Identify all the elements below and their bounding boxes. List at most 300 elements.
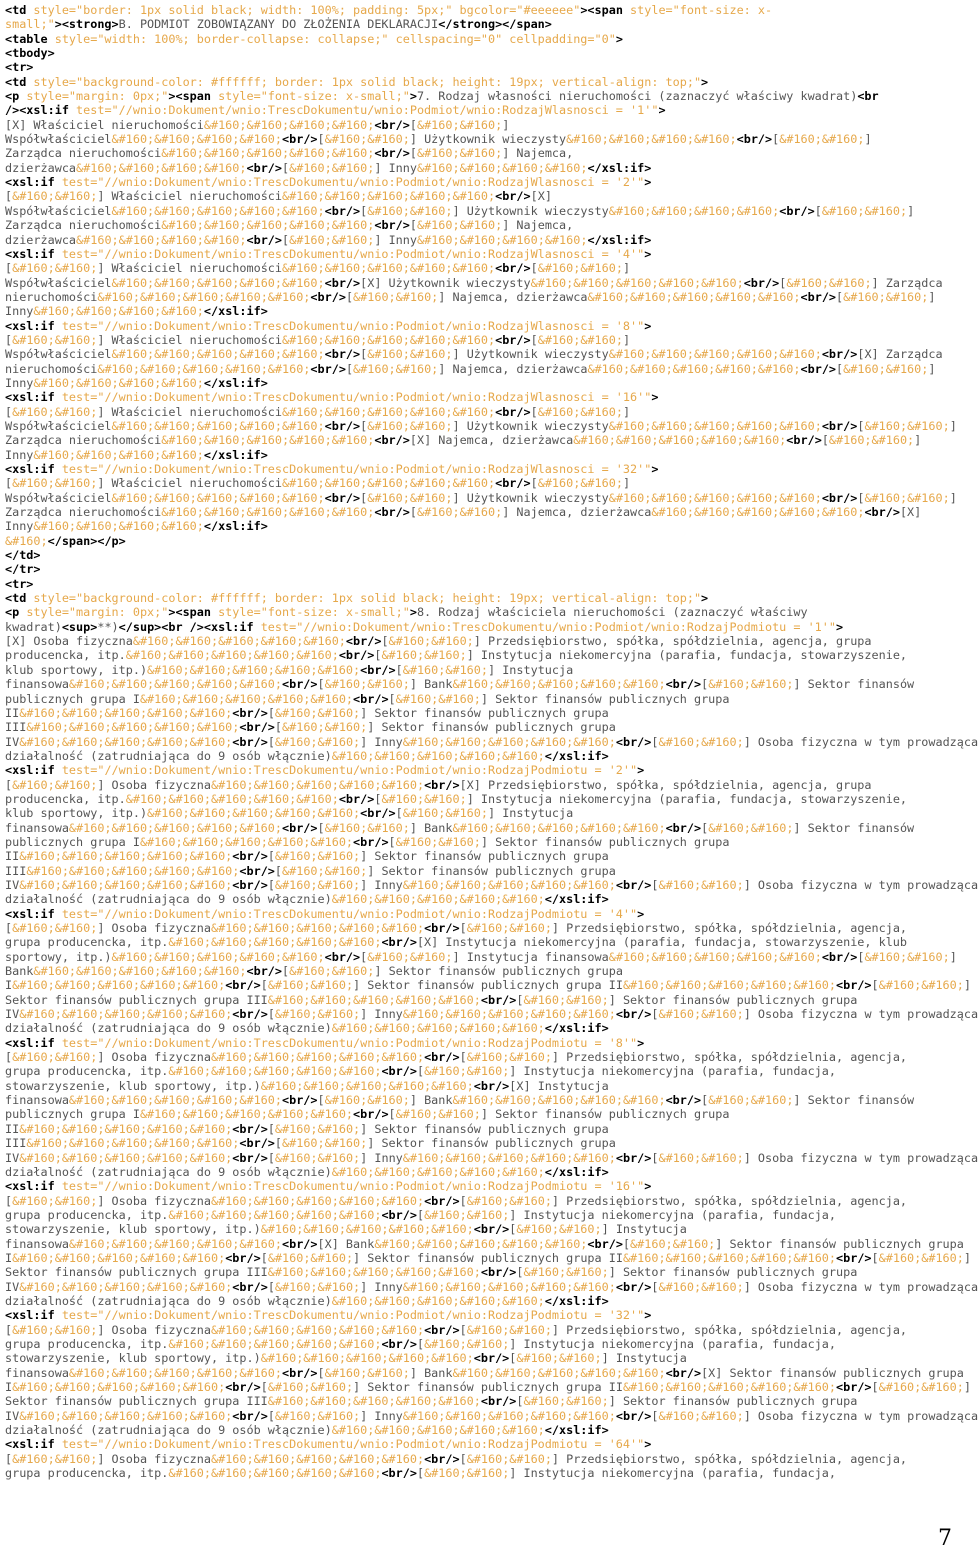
code-token: <br/> [800, 361, 837, 376]
code-token: &#160;&#160;&#160;&#160;&#160; [161, 433, 375, 448]
code-token: &#160;&#160;&#160;&#160;&#160; [260, 1078, 474, 1093]
code-token: <br/> [424, 1451, 460, 1466]
code-line [5, 950, 955, 964]
code-token: [ [5, 332, 13, 347]
code-token: Współwłaściciel [5, 490, 112, 505]
code-token: &#160;&#160;&#160;&#160;&#160; [331, 1021, 545, 1036]
code-line [5, 1179, 955, 1193]
code-token: <br/> [381, 1207, 417, 1222]
code-token: <br/> [615, 877, 652, 892]
code-line [5, 161, 955, 175]
code-token: ] Sektor finansów publicznych grupa [367, 1136, 616, 1151]
code-token: [ [395, 806, 403, 821]
code-token: [X] Przedsiębiorstwo, spółka, spółdzielnia, agencja, grupa [459, 777, 872, 792]
code-token: style="font-size: x-small;" [218, 605, 410, 620]
code-token: &#160;&#160; [878, 978, 964, 993]
code-token: > [644, 318, 652, 333]
code-token: II [5, 705, 20, 720]
code-token: działalność (zatrudniająca do 9 osób włącznie) [5, 1423, 332, 1438]
code-token: &#160;&#160; [466, 1451, 552, 1466]
code-line [5, 1208, 955, 1222]
code-token: Inny [5, 519, 34, 534]
code-token: ] Użytkownik wieczysty [452, 418, 609, 433]
code-token: <br/> [800, 289, 837, 304]
code-token: 8. Rodzaj właściciela nieruchomości (zaznaczyć właściwy [416, 605, 808, 620]
code-token: ] Przedsiębiorstwo, spółka, spółdzielnia, agencja, [551, 1451, 908, 1466]
code-token: &#160;&#160;&#160;&#160;&#160; [111, 490, 325, 505]
code-token: test="//wnio:Dokument/wnio:TrescDokumentu/wnio:Podmiot/wnio:RodzajWlasnosci = '32'" [61, 462, 652, 476]
code-token: ] Bank [409, 1365, 453, 1380]
code-token: &#160;&#160;&#160;&#160;&#160; [452, 1093, 666, 1108]
code-token: &#160;&#160; [274, 1150, 361, 1165]
code-token: [ [509, 1222, 517, 1237]
code-token: <td [5, 3, 34, 17]
code-token: ] Inny [360, 877, 403, 892]
code-line [5, 692, 955, 706]
code-token: działalność (zatrudniająca do 9 osób włącznie) [5, 748, 332, 763]
code-token: &#160;&#160;&#160;&#160;&#160; [33, 964, 247, 979]
code-token: &#160;&#160;&#160;&#160;&#160; [168, 1207, 382, 1222]
code-token: ] Najemca, [502, 146, 574, 161]
code-token: <br/> [381, 1466, 417, 1481]
code-token: <br/> [232, 1408, 268, 1423]
code-token: producencka, itp. [5, 648, 126, 663]
code-token: &#160;&#160;&#160;&#160;&#160; [26, 863, 240, 878]
code-token: [ [409, 218, 417, 233]
code-token: <br/> [239, 1136, 275, 1151]
code-token: <br/> [736, 132, 773, 147]
code-token: [ [5, 777, 13, 792]
code-token: działalność (zatrudniająca do 9 osób włącznie) [5, 892, 332, 907]
code-token: <br/> [310, 289, 346, 304]
code-token: &#160;&#160;&#160;&#160;&#160; [267, 1394, 481, 1409]
code-token: style="width: 100%; border-collapse: collapse;" cellspacing="0" cellpadding="0" [54, 31, 616, 46]
code-token: [ [267, 1121, 275, 1136]
code-token: > [409, 89, 417, 104]
code-line [5, 1323, 955, 1337]
code-line [5, 103, 955, 117]
code-token: &#160;&#160; [395, 834, 481, 849]
code-line [5, 75, 955, 89]
code-token: <br/> [665, 1365, 702, 1380]
code-token: <br/> [360, 662, 396, 677]
code-token: <br/> [360, 806, 396, 821]
code-token: /><xsl:if [5, 103, 77, 118]
code-token: <xsl:if [5, 906, 62, 921]
code-token: <br/> [424, 1322, 460, 1337]
code-token: &#160;&#160;&#160;&#160; [33, 375, 204, 390]
code-token: ] Osoba fizyczna w tym prowadząca [743, 1007, 978, 1022]
code-token: &#160;&#160;&#160;&#160;&#160; [267, 1265, 481, 1280]
code-line [5, 1394, 955, 1408]
code-token: [ [701, 820, 709, 835]
code-line [5, 1079, 955, 1093]
code-token: &#160;&#160;&#160;&#160;&#160; [622, 978, 837, 993]
code-token: </tr> [5, 562, 41, 577]
code-token: [ [779, 275, 787, 290]
code-token: ] Sektor finansów publicznych grupa [360, 849, 609, 864]
code-token: [ [701, 1093, 709, 1108]
code-token: &#160;&#160;&#160;&#160;&#160; [608, 949, 822, 964]
code-token: &#160;&#160; [324, 132, 410, 147]
code-token: Bank [5, 964, 34, 979]
code-token: </xsl:if> [587, 160, 652, 175]
code-token: ] [622, 476, 631, 491]
code-line [5, 376, 955, 390]
code-token: <br/> [374, 218, 410, 233]
code-token: &#160;&#160;&#160;&#160;&#160; [26, 1136, 240, 1151]
code-token: ] Właściciel nieruchomości [97, 332, 283, 347]
code-token: [X] Najemca, dzierżawca [409, 433, 574, 448]
code-token: ] Sektor finansów publicznych grupa [608, 992, 858, 1007]
code-token: > [409, 605, 417, 620]
code-token: <table [5, 31, 55, 46]
code-token: ] Instytucja [487, 662, 574, 677]
code-token: &#160;&#160; [12, 1451, 98, 1466]
code-token: &#160;&#160; [353, 289, 439, 304]
code-token: style="margin: 0px;" [26, 89, 169, 104]
code-token: &#160;&#160;&#160;&#160;&#160; [622, 1250, 837, 1265]
code-token: &#160;&#160; [274, 734, 361, 749]
code-token: &#160;&#160;&#160;&#160;&#160; [402, 1150, 616, 1165]
code-token: ] Osoba fizyczna [97, 777, 211, 792]
code-token: > [637, 906, 645, 921]
code-token: <br/> [239, 863, 275, 878]
code-token: <p [5, 89, 27, 104]
code-token: <br/> [338, 791, 375, 806]
code-token: ] Sektor finansów publicznych grupa [374, 964, 623, 979]
code-token: ] [907, 203, 915, 218]
code-token: &#160;&#160; [416, 117, 503, 132]
code-token: > [644, 246, 652, 261]
code-token: &#160;&#160;&#160;&#160;&#160; [210, 921, 425, 935]
code-token: &#160;&#160;&#160;&#160;&#160; [282, 332, 496, 347]
code-token: ] Sektor finansów publicznych grupa [715, 1236, 964, 1251]
code-token: &#160;&#160; [267, 1380, 354, 1394]
code-token: &#160;&#160; [516, 1222, 602, 1237]
code-token: [ [459, 1050, 467, 1065]
code-token: [ [459, 1451, 467, 1466]
code-token: I [5, 1250, 13, 1265]
code-line [5, 1036, 955, 1050]
code-token: [ [416, 1466, 425, 1481]
code-token: style="background-color: #ffffff; border: 1px solid black; height: 19px; vertical-align: top;" [33, 591, 702, 606]
code-token: &#160;&#160;&#160;&#160; [33, 304, 204, 319]
code-token: ] [928, 361, 936, 376]
code-line [5, 1265, 955, 1279]
code-token: publicznych grupa I [5, 834, 140, 849]
code-line [5, 1107, 955, 1121]
code-token: ] Najemca, dzierżawca [438, 289, 588, 304]
code-token: [ [516, 992, 524, 1007]
code-token: &#160;&#160; [274, 849, 361, 864]
code-token: style="font-size: x- [630, 3, 773, 17]
code-line [5, 877, 978, 892]
code-token: <br/> [374, 505, 410, 520]
code-token: &#160;&#160;&#160;&#160;&#160; [402, 1408, 616, 1423]
code-token: test="//wnio:Dokument/wnio:TrescDokumentu/wnio:Podmiot/wnio:RodzajPodmiotu = '64'" [61, 1437, 645, 1452]
code-token: finansowa [5, 1093, 69, 1108]
code-token: &#160;&#160;&#160;&#160;&#160; [161, 218, 375, 233]
code-line [5, 491, 955, 505]
code-token: <br/> [779, 203, 815, 218]
code-token: [ [360, 418, 368, 433]
code-token: &#160;&#160;&#160;&#160;&#160; [68, 1236, 282, 1251]
code-token: ] Sektor finansów [793, 1093, 915, 1108]
code-line [5, 60, 955, 74]
code-token: &#160;&#160;&#160;&#160; [33, 447, 204, 462]
code-token: <br/> [324, 490, 361, 505]
code-token: <br/> [282, 677, 318, 692]
code-token: <br/> [225, 978, 261, 993]
code-token: <br/> [239, 720, 275, 735]
code-token: finansowa [5, 677, 69, 692]
code-token: <br/> [246, 160, 283, 175]
code-token: &#160;&#160; [708, 820, 794, 835]
code-token: <td [5, 74, 34, 89]
code-token: [ [282, 232, 290, 247]
code-token: > [701, 591, 709, 606]
code-token: [ [260, 1250, 268, 1265]
code-token: ] Bank [409, 1093, 453, 1108]
code-token: ] Bank [409, 820, 453, 835]
code-token: IV [5, 1150, 20, 1165]
code-token: [ [317, 820, 325, 835]
code-token: [ [5, 404, 13, 419]
code-token: &#160;&#160; [12, 921, 98, 935]
code-line [5, 1466, 955, 1480]
code-token: [ [857, 418, 865, 433]
code-token: </xsl:if> [203, 304, 268, 319]
code-token: </td> [5, 548, 41, 563]
code-token: ] Inny [374, 232, 417, 247]
code-token: Zarządca nieruchomości [5, 146, 162, 161]
code-token: > [644, 1308, 652, 1323]
code-token: &#160;&#160;&#160;&#160;&#160; [19, 705, 233, 720]
code-token: &#160;&#160;&#160;&#160;&#160; [26, 720, 240, 735]
code-line [5, 247, 955, 261]
code-token: <xsl:if [5, 246, 62, 261]
code-token: klub sportowy, itp.) [5, 662, 148, 677]
page-number: 7 [938, 1526, 952, 1551]
code-token: ] Użytkownik wieczysty [452, 347, 609, 362]
code-token: <br/> [246, 964, 283, 979]
code-token: &#160;&#160; [267, 1250, 354, 1265]
code-token: &#160;&#160; [324, 820, 410, 835]
code-line [5, 763, 955, 777]
code-token: IV [5, 734, 20, 749]
code-token: ] Instytucja niekomercyjna (parafia, fundacja, [509, 1207, 837, 1222]
code-token: [ [651, 1007, 659, 1022]
code-line [5, 1452, 955, 1466]
code-token: <br/> [338, 648, 375, 663]
code-token: [X] Właściciel nieruchomości [5, 117, 204, 132]
code-token: [ [459, 1322, 467, 1337]
code-token: <br/> [381, 935, 417, 950]
code-token: ] Osoba fizyczna w tym prowadząca [743, 734, 978, 749]
code-token: działalność (zatrudniająca do 9 osób włącznie) [5, 1164, 332, 1179]
code-token: ] [622, 332, 631, 347]
code-token: &#160;&#160; [516, 1351, 602, 1366]
code-token: ] [622, 261, 631, 276]
code-token: <tbody> [5, 46, 55, 61]
code-token: <br/> [310, 361, 346, 376]
code-token: <br/> [324, 347, 361, 362]
code-line [5, 1423, 955, 1437]
code-line [5, 849, 955, 863]
code-token: działalność (zatrudniająca do 9 osób włącznie) [5, 1021, 332, 1036]
code-token: ] Najemca, [502, 218, 574, 233]
code-token: ] Osoba fizyczna [97, 1451, 211, 1466]
code-token: &#160;&#160;&#160;&#160;&#160; [282, 404, 496, 419]
code-token: ] Przedsiębiorstwo, spółka, spółdzielnia, agencja, grupa [473, 634, 872, 649]
code-line [5, 132, 955, 146]
code-line [5, 204, 955, 218]
code-token: [X] Instytucja niekomercyjna (parafia, fundacja, stowarzyszenie, klub [416, 935, 908, 950]
code-token: ] Właściciel nieruchomości [97, 476, 283, 491]
code-token: III [5, 863, 27, 878]
code-token: &#160;&#160;&#160;&#160;&#160; [111, 418, 325, 433]
xsl-source-listing [5, 3, 978, 1481]
code-token: ] Sektor finansów [793, 820, 915, 835]
code-token: &#160;&#160; [864, 949, 950, 964]
code-token: &#160;&#160;&#160;&#160;&#160; [97, 289, 311, 304]
code-token: &#160;&#160; [630, 1236, 716, 1251]
code-token: &#160;&#160;&#160;&#160;&#160; [452, 1365, 666, 1380]
code-token: &#160;&#160;&#160;&#160;&#160; [651, 505, 865, 520]
code-token: &#160;&#160;&#160;&#160; [608, 203, 780, 218]
code-line [5, 1365, 964, 1380]
code-token: <br/> [743, 275, 780, 290]
code-token: &#160;&#160;&#160;&#160;&#160; [331, 1423, 545, 1438]
code-token: [ [857, 949, 865, 964]
code-token: &#160;&#160;&#160;&#160;&#160; [147, 806, 361, 821]
code-token: ] [928, 289, 936, 304]
code-line [5, 333, 955, 347]
code-token: [ [516, 1265, 524, 1280]
code-token: <xsl:if [5, 390, 62, 405]
code-token: klub sportowy, itp.) [5, 806, 148, 821]
code-token: &#160;&#160;&#160;&#160;&#160; [125, 791, 339, 806]
code-token: &#160;&#160;&#160;&#160;&#160; [19, 1408, 233, 1423]
code-token: I [5, 978, 13, 993]
code-line [5, 1380, 971, 1394]
code-token: [ [5, 1322, 13, 1337]
code-token: <br/> [821, 418, 858, 433]
code-line [5, 405, 955, 419]
code-token: <br/> [324, 275, 361, 290]
code-token: > [615, 31, 623, 46]
code-line [5, 935, 955, 949]
code-token: &#160;&#160; [843, 289, 929, 304]
code-token: ] Właściciel nieruchomości [97, 404, 283, 419]
code-token: [ [260, 978, 268, 993]
code-token: ] Użytkownik wieczysty [452, 203, 609, 218]
code-token: test="//wnio:Dokument/wnio:TrescDokumentu/wnio:Podmiot/wnio:RodzajPodmiotu = '16'" [61, 1179, 645, 1194]
code-token: &#160;&#160; [289, 232, 375, 247]
code-token: &#160;&#160;&#160;&#160;&#160; [210, 1451, 425, 1466]
code-token: test="//wnio:Dokument/wnio:TrescDokumentu/wnio:Podmiot/wnio:RodzajWlasnosci = '16'" [61, 390, 652, 405]
code-line [5, 261, 955, 275]
code-token: ] Osoba fizyczna w tym prowadząca [743, 1150, 978, 1165]
code-token: [ [374, 648, 382, 663]
code-token: test="//wnio:Dokument/wnio:TrescDokumentu/wnio:Podmiot/wnio:RodzajWlasnosci = '8'" [61, 318, 645, 333]
code-token: Współwłaściciel [5, 347, 112, 362]
code-token: ] Przedsiębiorstwo, spółka, spółdzielnia, agencja, [551, 1050, 908, 1065]
code-token: <tr> [5, 576, 34, 591]
code-token: <br/> [665, 1093, 702, 1108]
code-token: ] Sektor finansów publicznych grupa [360, 705, 609, 720]
code-token: &#160;&#160; [424, 1336, 510, 1351]
code-line [5, 32, 955, 46]
code-token: [ [530, 476, 538, 491]
code-token: [X] [899, 505, 922, 520]
code-token: &#160;&#160;&#160;&#160;&#160; [168, 935, 382, 950]
code-token: &#160;&#160;&#160;&#160; [76, 232, 247, 247]
code-token: test="//wnio:Dokument/wnio:TrescDokumentu/wnio:Podmiot/wnio:RodzajWlasnosci = '2'" [61, 175, 645, 190]
code-token: &#160;&#160;&#160;&#160;&#160; [452, 677, 666, 692]
code-token: <br/> [232, 734, 268, 749]
code-line [5, 1136, 955, 1150]
code-token: <br/> [495, 332, 531, 347]
code-token: <br/> [587, 1236, 623, 1251]
code-token: &#160;&#160; [537, 261, 623, 276]
code-token: &#160;&#160; [523, 1394, 609, 1409]
code-token: &#160;&#160; [289, 160, 375, 175]
code-line [5, 907, 955, 921]
code-line [5, 734, 978, 749]
code-token: <br/> [282, 1236, 318, 1251]
code-token: <br/> [480, 1394, 517, 1409]
code-token: [ [409, 117, 417, 132]
code-line [5, 778, 955, 792]
code-token: <br/> [480, 992, 517, 1007]
code-token: ] Osoba fizyczna w tym prowadząca [743, 877, 978, 892]
code-token: <td [5, 591, 34, 606]
code-token: ] Przedsiębiorstwo, spółka, spółdzielnia, agencja, [551, 921, 908, 935]
code-line [5, 720, 955, 734]
code-line [5, 1021, 955, 1035]
code-token: &#160;&#160;&#160;&#160;&#160; [19, 849, 233, 864]
code-token: &#160;&#160; [12, 1322, 98, 1337]
code-token: &#160;&#160;&#160;&#160;&#160; [331, 892, 545, 907]
code-token: <xsl:if [5, 1035, 62, 1050]
code-token: ] Sektor finansów publicznych grupa II [353, 978, 623, 993]
code-token: <br/> [232, 705, 268, 720]
code-token: &#160;&#160;&#160;&#160;&#160; [573, 433, 787, 448]
code-token: [ [814, 203, 822, 218]
code-token: &#160;&#160;&#160;&#160; [203, 117, 375, 132]
code-token: <xsl:if [5, 175, 62, 190]
code-token: <br/> [495, 189, 531, 204]
code-token: > [637, 763, 645, 778]
code-token: grupa producencka, itp. [5, 935, 169, 950]
code-line [5, 189, 955, 203]
code-token: &#160;&#160; [12, 1050, 98, 1065]
code-token: [ [317, 132, 325, 147]
code-line [5, 562, 955, 576]
code-token: &#160;&#160;&#160;&#160;&#160; [530, 275, 744, 290]
code-token: ] Inny [360, 1408, 403, 1423]
code-token: ] [963, 978, 971, 993]
code-token: &#160;&#160; [381, 648, 467, 663]
code-token: Sektor finansów publicznych grupa III [5, 1265, 268, 1280]
code-token: <br/> [232, 877, 268, 892]
code-token: ] [914, 433, 922, 448]
code-token: &#160;&#160;&#160;&#160;&#160; [402, 877, 616, 892]
code-token: &#160;&#160;&#160;&#160;&#160; [402, 1007, 616, 1022]
code-token: Zarządca nieruchomości [5, 433, 162, 448]
